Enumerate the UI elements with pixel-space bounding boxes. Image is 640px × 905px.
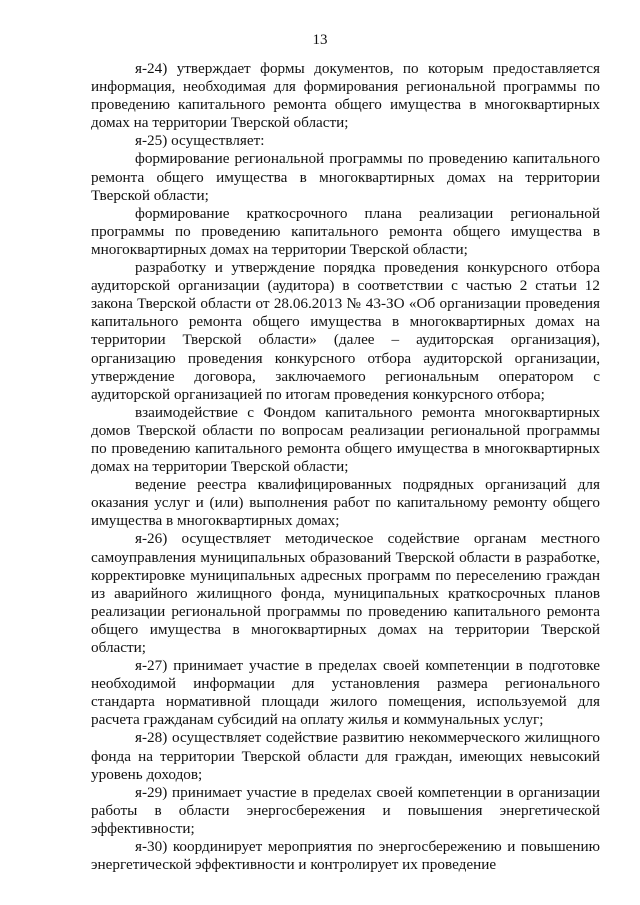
- paragraph-contractor-registry: ведение реестра квалифицированных подрядных организаций для оказания услуг и (или) выполнения работ по капитальному ремонту общего имущества в многоквартирных домах;: [91, 476, 600, 530]
- page-number: 13: [312, 32, 328, 48]
- paragraph-regional-program: формирование региональной программы по проведению капитального ремонта общего имущества в многоквартирных домах на территории Тверской области;: [91, 150, 600, 204]
- paragraph-short-term-plan: формирование краткосрочного плана реализации региональной программы по проведению капитального ремонта общего имущества в многоквартирных домах на территории Тверской области;: [91, 204, 600, 258]
- paragraph-fund-interaction: взаимодействие с Фондом капитального ремонта многоквартирных домов Тверской области по вопросам реализации региональной программы по проведению капитального ремонта общего имущества в многоквартирных домах на территории Тверской области;: [91, 403, 600, 476]
- paragraph-ya-27: я-27) принимает участие в пределах своей компетенции в подготовке необходимой информации для установления размера регионального стандарта нормативной площади жилого помещения, используемой для расчета гражданам субсидий на оплату жилья и коммунальных услуг;: [91, 657, 600, 729]
- paragraph-ya-29: я-29) принимает участие в пределах своей компетенции в организации работы в области энергосбережения и повышения энергетической эффективности;: [91, 783, 600, 837]
- paragraph-ya-25: я-25) осуществляет:: [135, 132, 265, 150]
- paragraph-ya-26: я-26) осуществляет методическое содействие органам местного самоуправления муниципальных образований Тверской области в разработке, корректировке муниципальных адресных программ по переселению граждан из аварийного жилищного фонда, муниципальных краткосрочных планов реализации региональной программы по проведению капитального ремонта общего имущества в многоквартирных домах на территории Тверской области;: [91, 530, 600, 656]
- paragraph-ya-28: я-28) осуществляет содействие развитию некоммерческого жилищного фонда на территории Тверской области для граждан, имеющих невысокий уровень доходов;: [91, 729, 600, 783]
- document-body: [91, 60, 600, 874]
- paragraph-ya-30: я-30) координирует мероприятия по энергосбережению и повышению энергетической эффективности и контролирует их проведение: [91, 838, 600, 874]
- paragraph-audit-selection: разработку и утверждение порядка проведения конкурсного отбора аудиторской организации (аудитора) в соответствии с частью 2 статьи 12 закона Тверской области от 28.06.2013 № 43-ЗО «Об организации проведения капитального ремонта общего имущества в многоквартирных домах на территории Тверской области» (далее – аудиторская организация), организацию проведения конкурсного отбора аудиторской организации, утверждение договора, заключаемого региональным оператором с аудиторской организацией по итогам проведения конкурсного отбора;: [91, 259, 600, 403]
- paragraph-ya-24: я-24) утверждает формы документов, по которым предоставляется информация, необходимая для формирования региональной программы по проведению капитального ремонта общего имущества в многоквартирных домах на территории Тверской области;: [91, 60, 600, 132]
